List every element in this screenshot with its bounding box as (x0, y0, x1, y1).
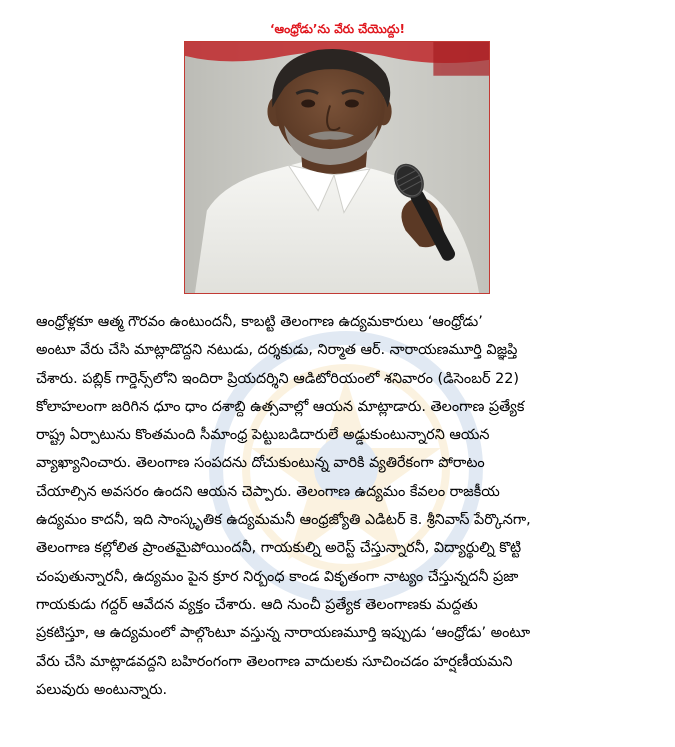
article-body-line: పలువురు అంటున్నారు. (36, 681, 168, 698)
article-body-line: ప్రకటిస్తూ, ఆ ఉద్యమంలో పాల్గొంటూ వస్తున్న నారాయణమూర్తి ఇప్పుడు ‘ఆంధ్రోడు’ అంటూ (36, 625, 531, 642)
article-body-line: గాయకుడు గద్దర్ ఆవేదన వ్యక్తం చేశారు. ఆది నుంచీ ప్రత్యేక తెలంగాణకు మద్దతు (36, 596, 478, 613)
article-headline: ‘ఆంధ్రోడు’ను వేరు చేయొద్దు! (269, 22, 405, 37)
article-body-line: చేయాల్సిన అవసరం ఉందని ఆయన చెప్పారు. తెలంగాణ ఉద్యమం కేవలం రాజకీయ (36, 483, 500, 500)
article-body-line: అంటూ వేరు చేసి మాట్లాడొద్దని నటుడు, దర్శకుడు, నిర్మాత ఆర్. నారాయణమూర్తి విజ్ఞప్తి (36, 342, 518, 359)
article-body-line: వేరు చేసి మాట్లాడవద్దని బహిరంగంగా తెలంగాణ వాదులకు సూచించడం హర్షణీయమని (36, 653, 513, 670)
article-body (36, 308, 642, 704)
article-body-line: కోలాహలంగా జరిగిన ధూం ధాం దశాబ్ది ఉత్సవాల్లో ఆయన మాట్లాడారు. తెలంగాణ ప్రత్యేక (36, 398, 525, 415)
article-body-line: ఆంధ్రోళ్లకూ ఆత్మ గౌరవం ఉంటుందనీ, కాబట్టి తెలంగాణ ఉద్యమకారులు ‘ఆంధ్రోడు’ (36, 314, 483, 330)
article-body-line: చేశారు. పబ్లిక్ గార్డెన్స్‌లోని ఇందిరా ప్రియదర్శిని ఆడిటోరియంలో శనివారం (డిసెంబర్ 22) (36, 370, 520, 387)
article-body-line: చంపుతున్నారనీ, ఉద్యమం పైన క్రూర నిర్బంధ కాండ వికృతంగా నాట్యం చేస్తున్నదనీ ప్రజా (36, 568, 519, 585)
article-body-line: తెలంగాణ కల్లోలిత ప్రాంతమైపోయిందనీ, గాయకుల్ని అరెస్ట్ చేస్తున్నారనీ, విద్యార్థుల్ని కొట్టి (36, 540, 522, 557)
man-with-microphone-photo (185, 42, 489, 293)
article-photo (184, 41, 490, 294)
article-body-line: రాష్ట్ర ఏర్పాటును కొంతమంది సీమాంధ్ర పెట్టుబడిదారులే అడ్డుకుంటున్నారని ఆయన (36, 427, 490, 444)
article-body-line: ఉద్యమం కాదనీ, ఇది సాంస్కృతిక ఉద్యమమనీ ఆంధ్రజ్యోతి ఎడిటర్ కె. శ్రీనివాస్ పేర్కొనగా, (36, 512, 531, 529)
article-body-line: వ్యాఖ్యానించారు. తెలంగాణ సంపదను దోచుకుంటున్న వారికి వ్యతిరేకంగా పోరాటం (36, 455, 485, 472)
